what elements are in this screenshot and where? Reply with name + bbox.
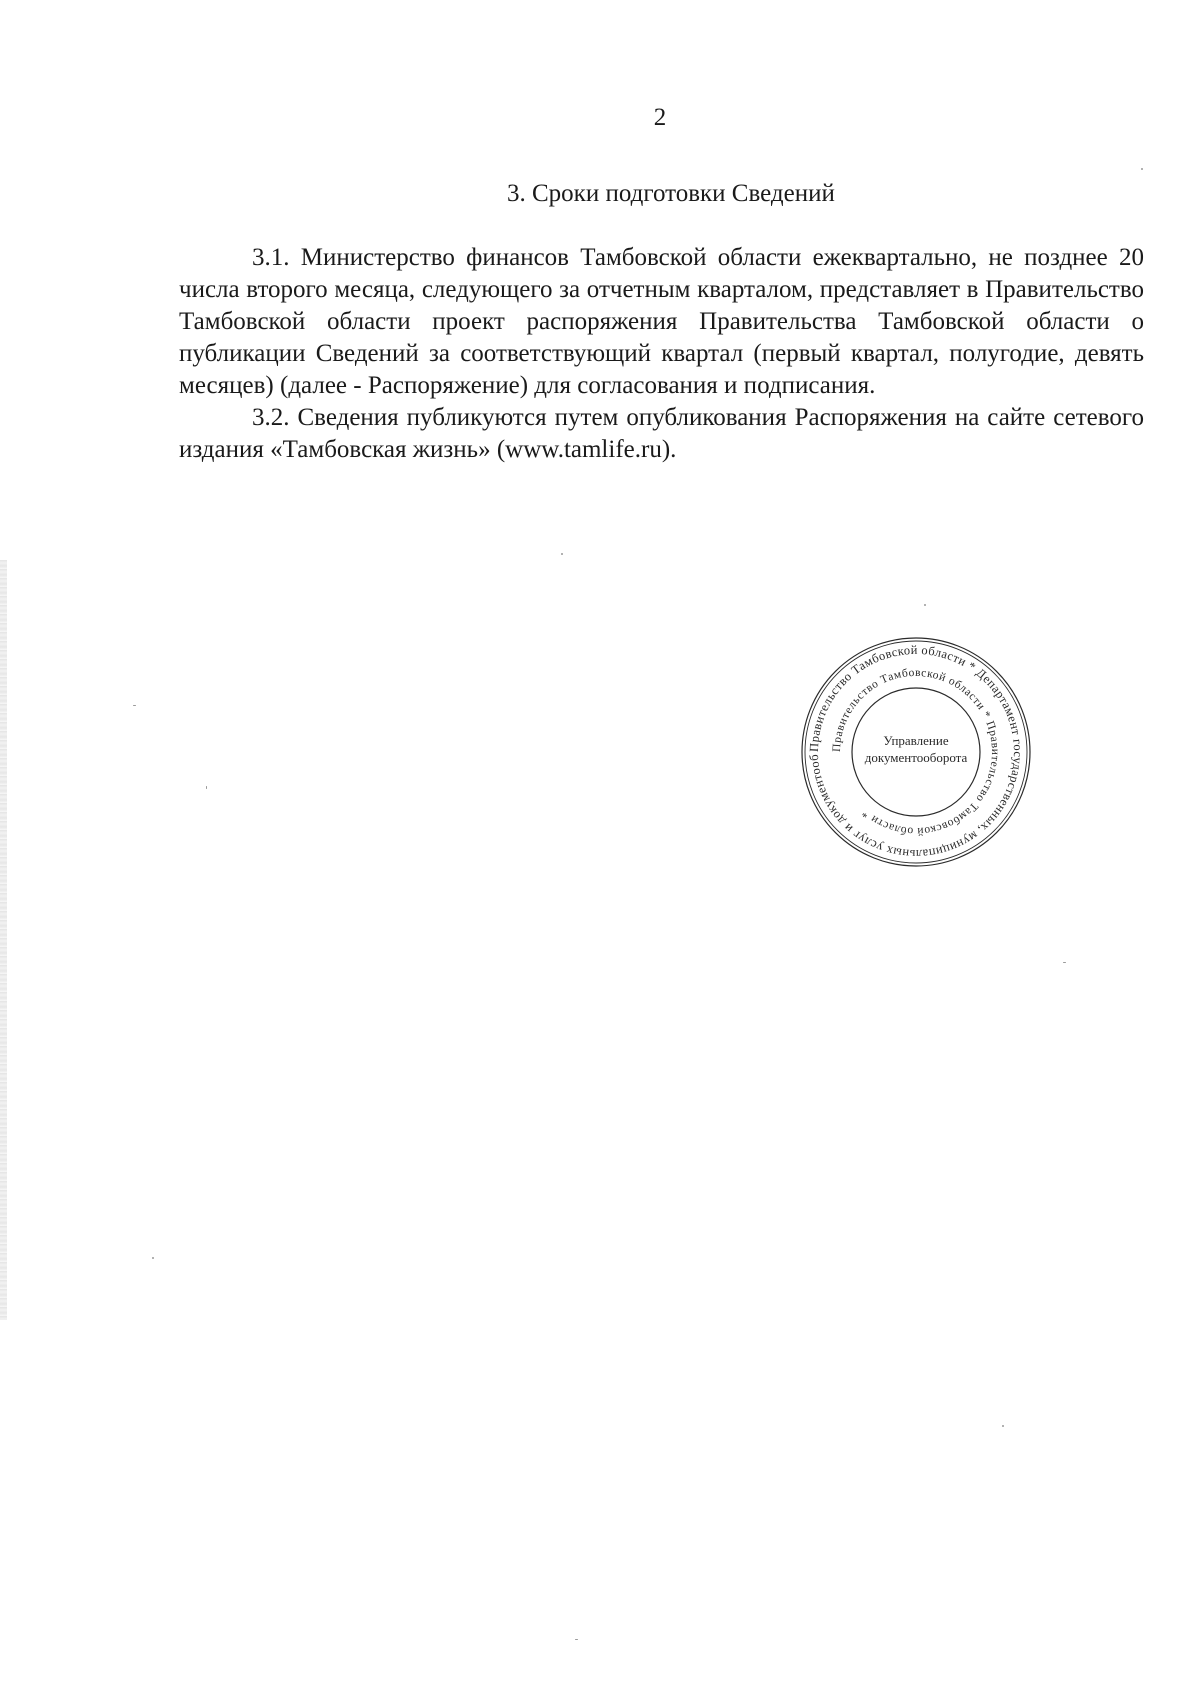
scan-speck xyxy=(1063,962,1066,963)
section-title: 3. Сроки подготовки Сведений xyxy=(507,180,835,207)
scan-speck xyxy=(924,604,926,606)
official-stamp xyxy=(800,636,1032,868)
paragraph-3-1: 3.1. Министерство финансов Тамбовской области ежеквартально, не позднее 20 числа второго месяца, следующего за отчетным кварталом, представляет в Правительство Тамбовской области проект распоряжения Правительства Тамбовской области о публикации Сведений за соответствующий квартал (первый квартал, полугодие, девять месяцев) (далее - Распоряжение) для согласования и подписания. xyxy=(179,244,1144,399)
page-number: 2 xyxy=(653,104,667,131)
scan-edge-shadow xyxy=(0,560,7,1320)
scan-speck xyxy=(1002,1425,1004,1427)
paragraph-3-2: 3.2. Сведения публикуются путем опубликования Распоряжения на сайте сетевого издания «Тамбовская жизнь» (www.tamlife.ru). xyxy=(179,404,1144,463)
stamp-inner-ring-text: Правительство Тамбовской области * Правительство Тамбовской области * xyxy=(830,666,1002,838)
scan-speck xyxy=(206,786,207,789)
scan-speck xyxy=(133,705,136,706)
body-text xyxy=(179,242,1144,466)
stamp-center-line-2: документооборота xyxy=(864,750,968,765)
scan-speck xyxy=(1141,168,1143,170)
stamp-outer-ring-text: Правительство Тамбовской области * Департамент государственных, муниципальных услуг и документооб xyxy=(806,642,1026,862)
stamp-seal-icon xyxy=(800,636,1032,868)
stamp-center-line-1: Управление xyxy=(883,733,949,748)
scan-speck xyxy=(152,1257,154,1259)
scan-speck xyxy=(561,553,563,555)
scan-speck xyxy=(575,1639,578,1640)
